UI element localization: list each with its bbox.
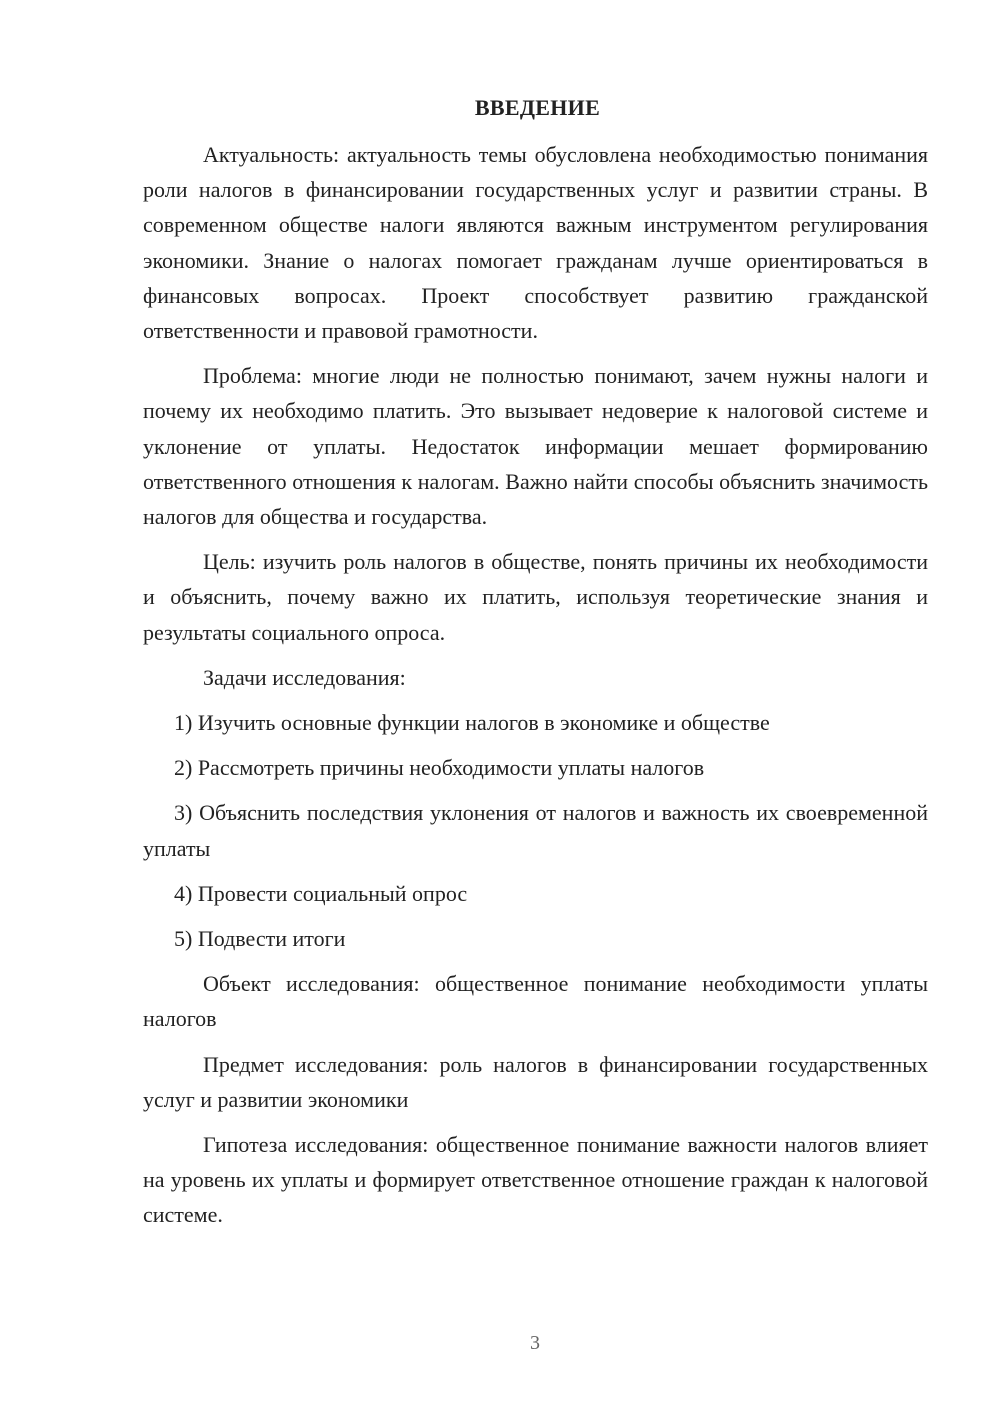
hypothesis-paragraph: Гипотеза исследования: общественное понимание важности налогов влияет на уровень их уплаты и формирует ответственное отношение граждан к налоговой системе. <box>143 1132 928 1228</box>
problem-paragraph: Проблема: многие люди не полностью понимают, зачем нужны налоги и почему их необходимо платить. Это вызывает недоверие к налоговой системе и уклонение от уплаты. Недостаток информации мешает формированию ответственного отношения к налогам. Важно найти способы объяснить значимость налогов для общества и государства. <box>143 363 928 530</box>
section-title: ВВЕДЕНИЕ <box>474 95 601 120</box>
task-item-4: 4) Провести социальный опрос <box>174 880 468 906</box>
relevance-paragraph: Актуальность: актуальность темы обусловлена необходимостью понимания роли налогов в финансировании государственных услуг и развитии страны. В современном обществе налоги являются важным инструментом регулирования экономики. Знание о налогах помогает гражданам лучше ориентироваться в финансовых вопросах. Проект способствует развитию гражданской ответственности и правовой грамотности. <box>143 142 928 344</box>
subject-paragraph: Предмет исследования: роль налогов в финансировании государственных услуг и развитии экономики <box>143 1051 928 1112</box>
goal-paragraph: Цель: изучить роль налогов в обществе, понять причины их необходимости и объяснить, почему важно их платить, используя теоретические знания и результаты социального опроса. <box>143 549 928 645</box>
document-page <box>143 95 928 1243</box>
tasks-heading: Задачи исследования: <box>203 664 406 690</box>
task-item-3: 3) Объяснить последствия уклонения от налогов и важность их своевременной уплаты <box>143 800 928 861</box>
task-item-5: 5) Подвести итоги <box>174 926 346 952</box>
task-item-2: 2) Рассмотреть причины необходимости уплаты налогов <box>174 755 705 781</box>
task-item-1: 1) Изучить основные функции налогов в экономике и обществе <box>174 710 770 736</box>
page-number: 3 <box>530 1332 540 1354</box>
object-paragraph: Объект исследования: общественное понимание необходимости уплаты налогов <box>143 971 928 1032</box>
